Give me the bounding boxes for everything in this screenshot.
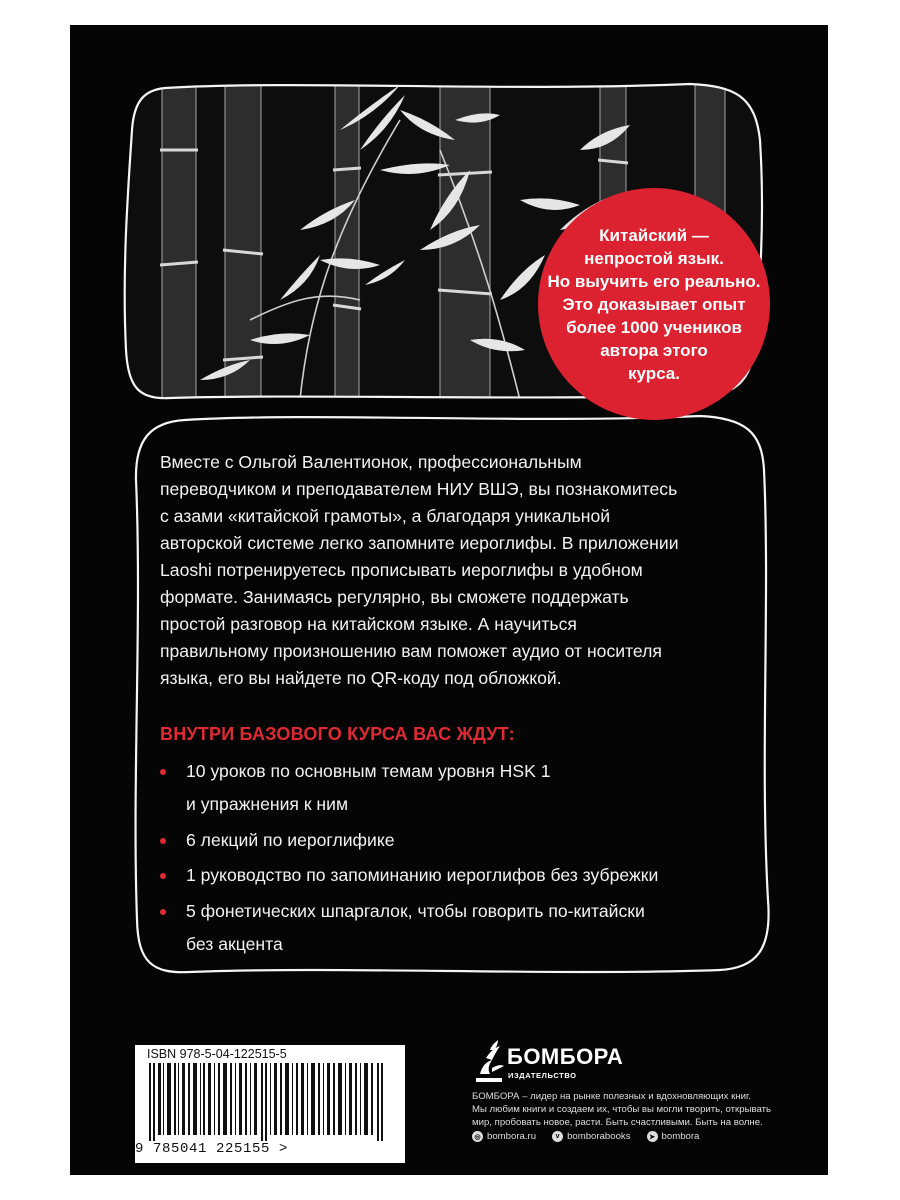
description-line: с азами «китайской грамоты», а благодаря уникальной [160, 506, 611, 526]
description-line: простой разговор на китайском языке. А научиться [160, 614, 577, 634]
badge-line: автора этого [600, 340, 708, 360]
vk-label: bomborabooks [567, 1131, 631, 1142]
course-heading: ВНУТРИ БАЗОВОГО КУРСА ВАС ЖДУТ: [160, 724, 515, 744]
badge-line: более 1000 учеников [566, 317, 742, 337]
badge-line: курса. [628, 363, 680, 383]
description-line: авторской системе легко запомните иероглифы. В приложении [160, 533, 679, 553]
website-link[interactable] [472, 1131, 536, 1142]
publisher-logo-text: БОМБОРА [507, 1044, 624, 1069]
list-item-text-continued: и упражнения к ним [186, 794, 349, 814]
social-links [472, 1131, 715, 1142]
telegram-label: bombora [661, 1131, 700, 1142]
bullet-dot [160, 769, 166, 775]
bullet-dot [160, 838, 166, 844]
badge-line: Это доказывает опыт [562, 294, 746, 314]
tagline-line: БОМБОРА – лидер на рынке полезных и вдохновляющих книг. [472, 1091, 751, 1102]
tagline-line: мир, пробовать новое, расти. Быть счастливыми. Быть на волне. [472, 1117, 763, 1128]
telegram-link[interactable] [647, 1131, 700, 1142]
description-line: правильному произношению вам поможет аудио от носителя [160, 641, 662, 661]
publisher-tagline [472, 1090, 771, 1129]
description-line: языка, его вы найдете по QR-коду под обложкой. [160, 668, 562, 688]
list-item-text: 5 фонетических шпаргалок, чтобы говорить по-китайски [186, 901, 645, 921]
description-line: переводчиком и преподавателем НИУ ВШЭ, вы познакомитесь [160, 479, 678, 499]
bullet-dot [160, 909, 166, 915]
list-item-text: 6 лекций по иероглифике [186, 830, 395, 850]
badge-line: Китайский — [599, 225, 709, 245]
barcode-digits: 9 785041 225155 > [135, 1141, 289, 1157]
vk-icon: v [552, 1131, 563, 1142]
telegram-icon: ➤ [647, 1131, 658, 1142]
badge-line: непростой язык. [584, 248, 724, 268]
barcode-bars [149, 1063, 393, 1141]
list-item-text: 10 уроков по основным темам уровня HSK 1 [186, 761, 551, 781]
description-line: Laoshi потренируетесь прописывать иероглифы в удобном [160, 560, 643, 580]
vk-link[interactable] [552, 1131, 630, 1142]
list-item-text-continued: без акцента [186, 934, 283, 954]
website-label: bombora.ru [487, 1131, 537, 1142]
barcode [135, 1045, 405, 1163]
list-item-text: 1 руководство по запоминанию иероглифов без зубрежки [186, 865, 659, 885]
bombora-logo-icon [472, 1040, 506, 1084]
description-line: формате. Занимаясь регулярно, вы сможете поддержать [160, 587, 629, 607]
description-text [160, 449, 760, 692]
bullet-dot [160, 873, 166, 879]
isbn-label: ISBN 978-5-04-122515-5 [147, 1047, 287, 1061]
globe-icon: ◎ [472, 1131, 483, 1142]
publisher-subtitle: ИЗДАТЕЛЬСТВО [508, 1071, 577, 1080]
description-line: Вместе с Ольгой Валентионок, профессиональным [160, 452, 582, 472]
badge-line: Но выучить его реально. [547, 271, 761, 291]
red-badge [538, 188, 770, 420]
tagline-line: Мы любим книги и создаем их, чтобы вы могли творить, открывать [472, 1104, 771, 1115]
